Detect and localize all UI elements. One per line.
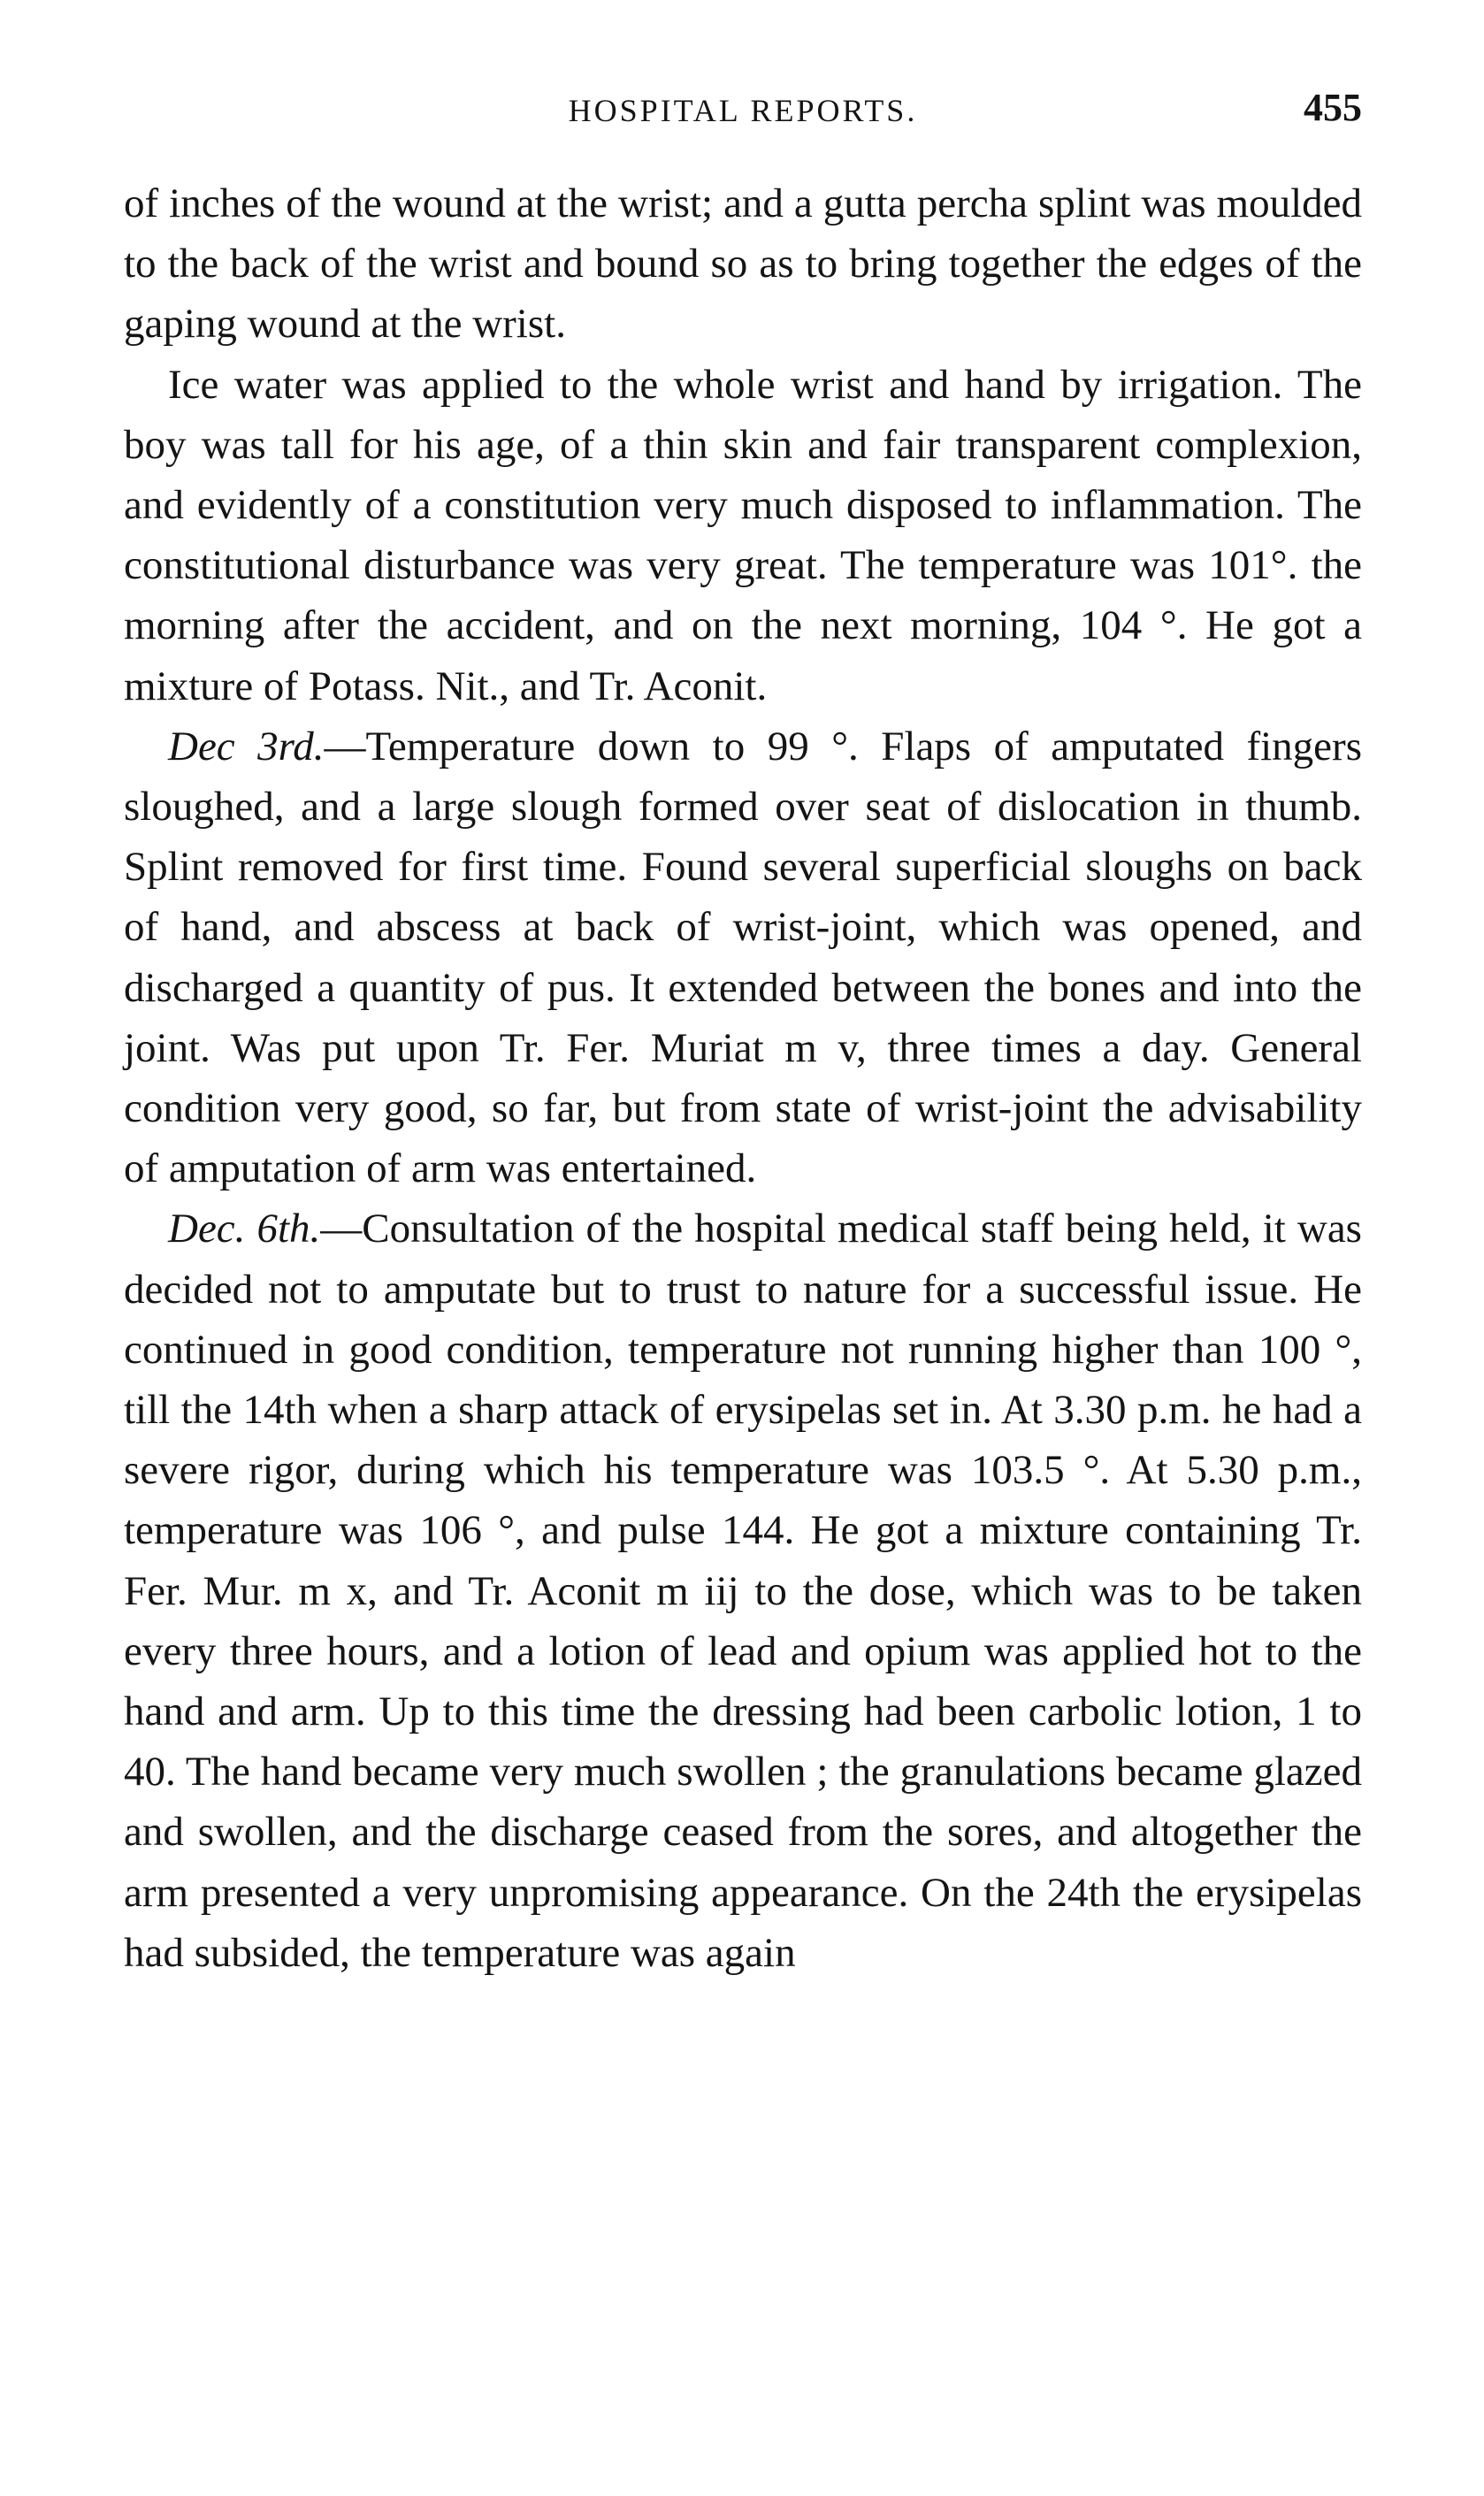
paragraph: [124, 716, 1362, 1199]
paragraph: [124, 173, 1362, 355]
body-text: [124, 173, 1362, 1983]
paragraph: [124, 1198, 1362, 1983]
entry-date: Dec 3rd.: [168, 723, 325, 769]
page-number: 455: [1304, 86, 1362, 129]
paragraph-text: —Temperature down to 99 °. Flaps of amputated fingers sloughed, and a large slough formed over seat of dislocation in thumb. Splint removed for first time. Found several superficial sloughs on back of hand, and abscess at back of wrist-joint, which was opened, and discharged a quantity of pus. It extended between the bones and into the joint. Was put upon Tr. Fer. Muriat m v, three times a day. General condition very good, so far, but from state of wrist-joint the advisability of amputation of arm was entertained.: [124, 723, 1362, 1192]
paragraph-text: —Consultation of the hospital medical staff being held, it was decided not to amputate but to trust to nature for a successful issue. He continued in good condition, temperature not running higher than 100 °, till the 14th when a sharp attack of erysipelas set in. At 3.30 p.m. he had a severe rigor, during which his temperature was 103.5 °. At 5.30 p.m., temperature was 106 °, and pulse 144. He got a mixture containing Tr. Fer. Mur. m x, and Tr. Aconit m iij to the dose, which was to be taken every three hours, and a lotion of lead and opium was applied hot to the hand and arm. Up to this time the dressing had been carbolic lotion, 1 to 40. The hand became very much swollen ; the granulations became glazed and swollen, and the discharge ceased from the sores, and altogether the arm presented a very unpromising appearance. On the 24th the erysipelas had subsided, the temperature was again: [124, 1206, 1362, 1976]
paragraph-text: of inches of the wound at the wrist; and a gutta percha splint was moulded to the back of the wrist and bound so as to bring together the edges of the gaping wound at the wrist.: [124, 180, 1362, 348]
paragraph: [124, 355, 1362, 716]
entry-date: Dec. 6th.: [168, 1206, 321, 1252]
running-title: HOSPITAL REPORTS.: [568, 93, 918, 128]
running-head: [124, 85, 1362, 138]
paragraph-text: Ice water was applied to the whole wrist and hand by irrigation. The boy was tall for his age, of a thin skin and fair transparent complexion, and evidently of a constitution very much disposed to inflammation. The constitutional disturbance was very great. The temperature was 101°. the morning after the accident, and on the next morning, 104 °. He got a mixture of Potass. Nit., and Tr. Aconit.: [124, 361, 1362, 709]
